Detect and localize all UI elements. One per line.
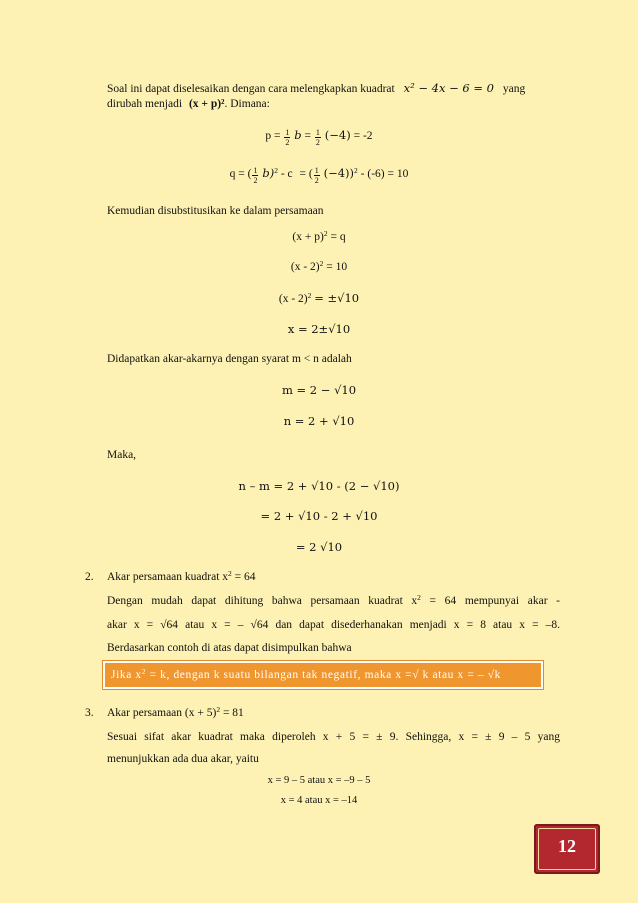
item-2-title: Akar persamaan kuadrat $x^2 = 64$ xyxy=(107,569,256,583)
substitution-label: Kemudian disubstitusikan ke dalam persamaan xyxy=(107,205,324,217)
page-number: 12 xyxy=(558,836,576,856)
intro-line-1: Soal ini dapat diselesaikan dengan cara melengkapkan kuadrat x² − 4x − 6 = 0 yang xyxy=(107,81,526,95)
highlight-text: Jika $x^2 = k$, dengan k suatu bilangan tak negatif, maka x =√ k atau x = – √k xyxy=(111,667,501,681)
quadratic-equation: x² − 4x − 6 = 0 xyxy=(403,81,494,95)
intro-line-2: dirubah menjadi (x + p)². Dimana: xyxy=(107,98,270,110)
item-3-eq-2: x = 4 atau x = –14 xyxy=(280,795,358,806)
maka-label: Maka, xyxy=(107,449,137,461)
item-3-para-2: menunjukkan ada dua akar, yaitu xyxy=(107,753,259,765)
item-3-eq-1: x = 9 – 5 atau x = –9 – 5 xyxy=(267,775,371,786)
root-m: m = 2 − √10 xyxy=(281,383,357,397)
item-3-para-1: Sesuai sifat akar kuadrat maka diperoleh x + 5 = ± 9. Sehingga, x = ± 9 – 5 yang xyxy=(107,731,560,743)
substitution-step-1: $(x + p)^2 = q$ xyxy=(292,229,346,243)
maka-line-2: = 2 + √10 - 2 + √10 xyxy=(260,509,378,523)
fraction-half-2: $\frac{1}{2}$ xyxy=(315,128,320,147)
substitution-step-4: x = 2±√10 xyxy=(287,322,351,336)
item-3-number: 3. xyxy=(85,707,94,719)
fraction-half: $\frac{1}{2}$ xyxy=(285,128,290,147)
highlight-box xyxy=(103,661,543,689)
item-2-number: 2. xyxy=(85,571,94,583)
item-2-para-1: Dengan mudah dapat dihitung bahwa persamaan kuadrat $x^2 = 64$ mempunyai akar - xyxy=(107,593,560,607)
page-number-badge xyxy=(534,824,600,874)
maka-line-1: n – m = 2 + √10 - (2 − √10) xyxy=(238,479,400,493)
roots-label: Didapatkan akar-akarnya dengan syarat m < n adalah xyxy=(107,353,352,365)
maka-line-3: = 2 √10 xyxy=(295,540,343,554)
p-formula: p = $\frac{1}{2}$ b = $\frac{1}{2}$ (−4) = -2 xyxy=(265,128,373,147)
substitution-step-2: (x - 2)$^2$ = 10 xyxy=(290,259,348,273)
item-2-para-2: akar x = √64 atau x = – √64 dan dapat disederhanakan menjadi x = 8 atau x = –8. xyxy=(107,619,560,631)
item-2-para-3: Berdasarkan contoh di atas dapat disimpulkan bahwa xyxy=(107,642,352,654)
substitution-step-3: (x - 2)$^2$ = ±√10 xyxy=(278,291,360,305)
root-n: n = 2 + √10 xyxy=(283,414,355,428)
item-3-title: Akar persamaan $(x + 5)^2 = 81$ xyxy=(107,705,244,719)
q-formula: q = ( $\frac{1}{2}$ b)$^2$ - c = ( $\frac{1}{2}$ (−4))$^2$ - (-6) = 10 xyxy=(229,166,409,185)
